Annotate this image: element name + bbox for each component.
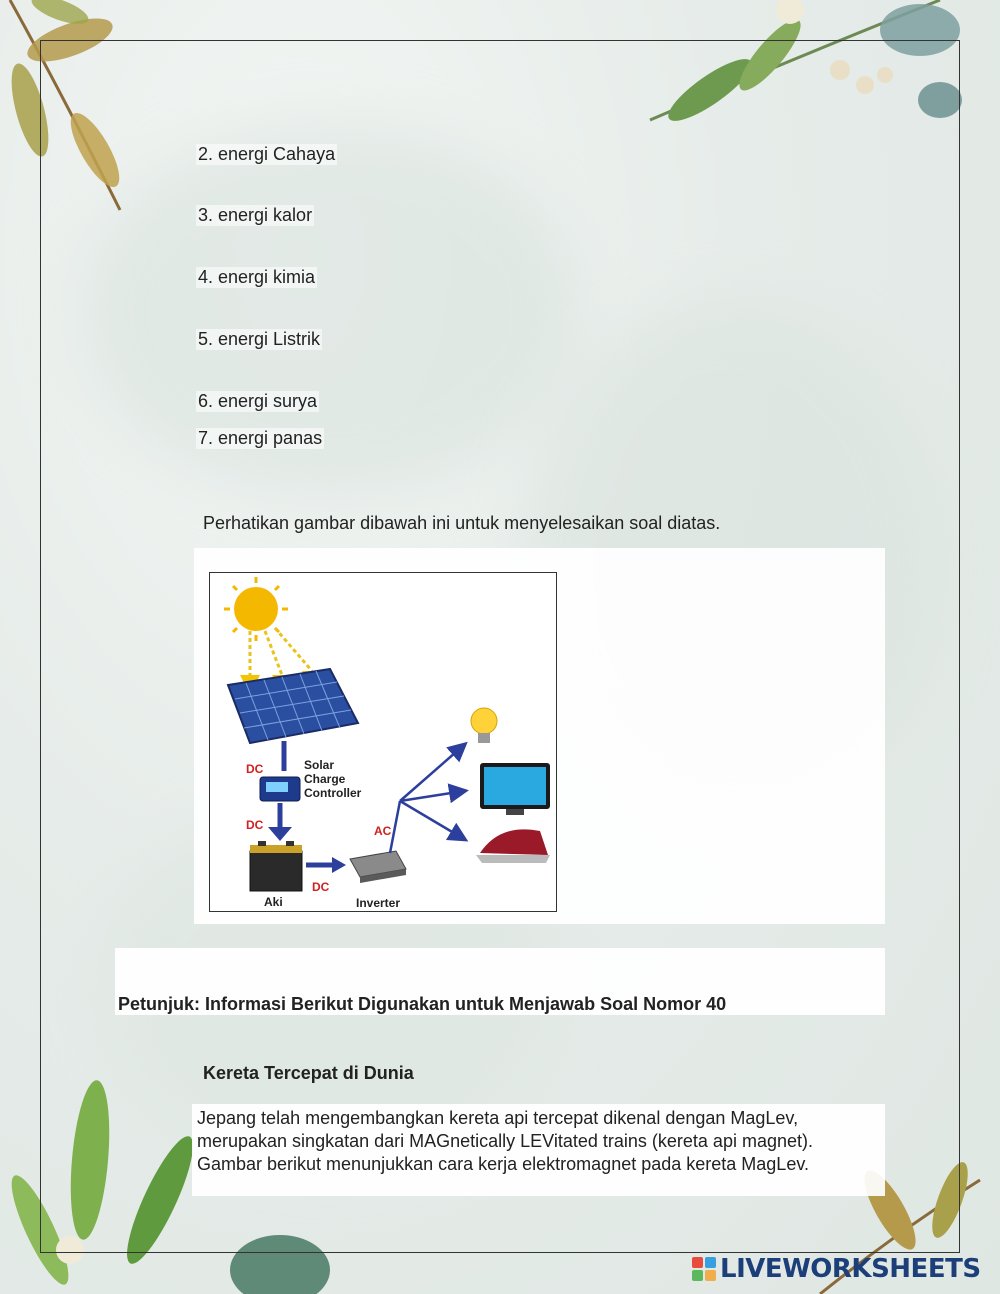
list-item: 6. energi surya: [198, 391, 318, 411]
logo-mark-icon: [692, 1257, 716, 1281]
dc-label: DC: [246, 762, 264, 776]
section-title: Kereta Tercepat di Dunia: [203, 1063, 414, 1083]
instruction-text: Perhatikan gambar dibawah ini untuk menyelesaikan soal diatas.: [203, 513, 721, 533]
monitor-icon: [480, 763, 550, 815]
sunlight-rays: [250, 628, 312, 675]
list-item: 7. energi panas: [198, 428, 323, 448]
ac-branch-arrows: [400, 745, 464, 839]
ac-label: AC: [374, 824, 392, 838]
dc-label: DC: [312, 880, 330, 894]
charge-controller-icon: [260, 777, 300, 801]
inverter-icon: [350, 851, 406, 883]
list-item: 3. energi kalor: [198, 205, 313, 225]
controller-label-line: Controller: [304, 786, 362, 800]
ac-line: [390, 801, 400, 853]
diagram-graphic: [210, 573, 556, 911]
controller-label-line: Charge: [304, 772, 346, 786]
logo-text: LIVEWORKSHEETS: [720, 1254, 981, 1284]
paragraph-line: merupakan singkatan dari MAGnetically LEVitated trains (kereta api magnet).: [197, 1131, 813, 1151]
paragraph: [197, 1107, 887, 1176]
iron-icon: [476, 829, 550, 863]
dc-label: DC: [246, 818, 264, 832]
controller-label-line: Solar: [304, 758, 335, 772]
light-bulb-icon: [471, 708, 497, 743]
list-item: 5. energi Listrik: [198, 329, 321, 349]
battery-icon: [250, 841, 302, 891]
paragraph-line: Jepang telah mengembangkan kereta api tercepat dikenal dengan MagLev,: [197, 1108, 799, 1128]
solar-system-diagram: [209, 572, 557, 912]
paragraph-line: Gambar berikut menunjukkan cara kerja elektromagnet pada kereta MagLev.: [197, 1154, 809, 1174]
battery-label: Aki: [264, 895, 283, 909]
sun-icon: [224, 577, 288, 641]
dc-arrowhead: [268, 827, 292, 841]
petunjuk-heading: Petunjuk: Informasi Berikut Digunakan untuk Menjawab Soal Nomor 40: [118, 994, 727, 1014]
inverter-label: Inverter: [356, 896, 401, 910]
list-item: 2. energi Cahaya: [198, 144, 336, 164]
dc-arrowhead: [332, 857, 346, 873]
liveworksheets-logo[interactable]: [692, 1254, 981, 1284]
list-item: 4. energi kimia: [198, 267, 316, 287]
